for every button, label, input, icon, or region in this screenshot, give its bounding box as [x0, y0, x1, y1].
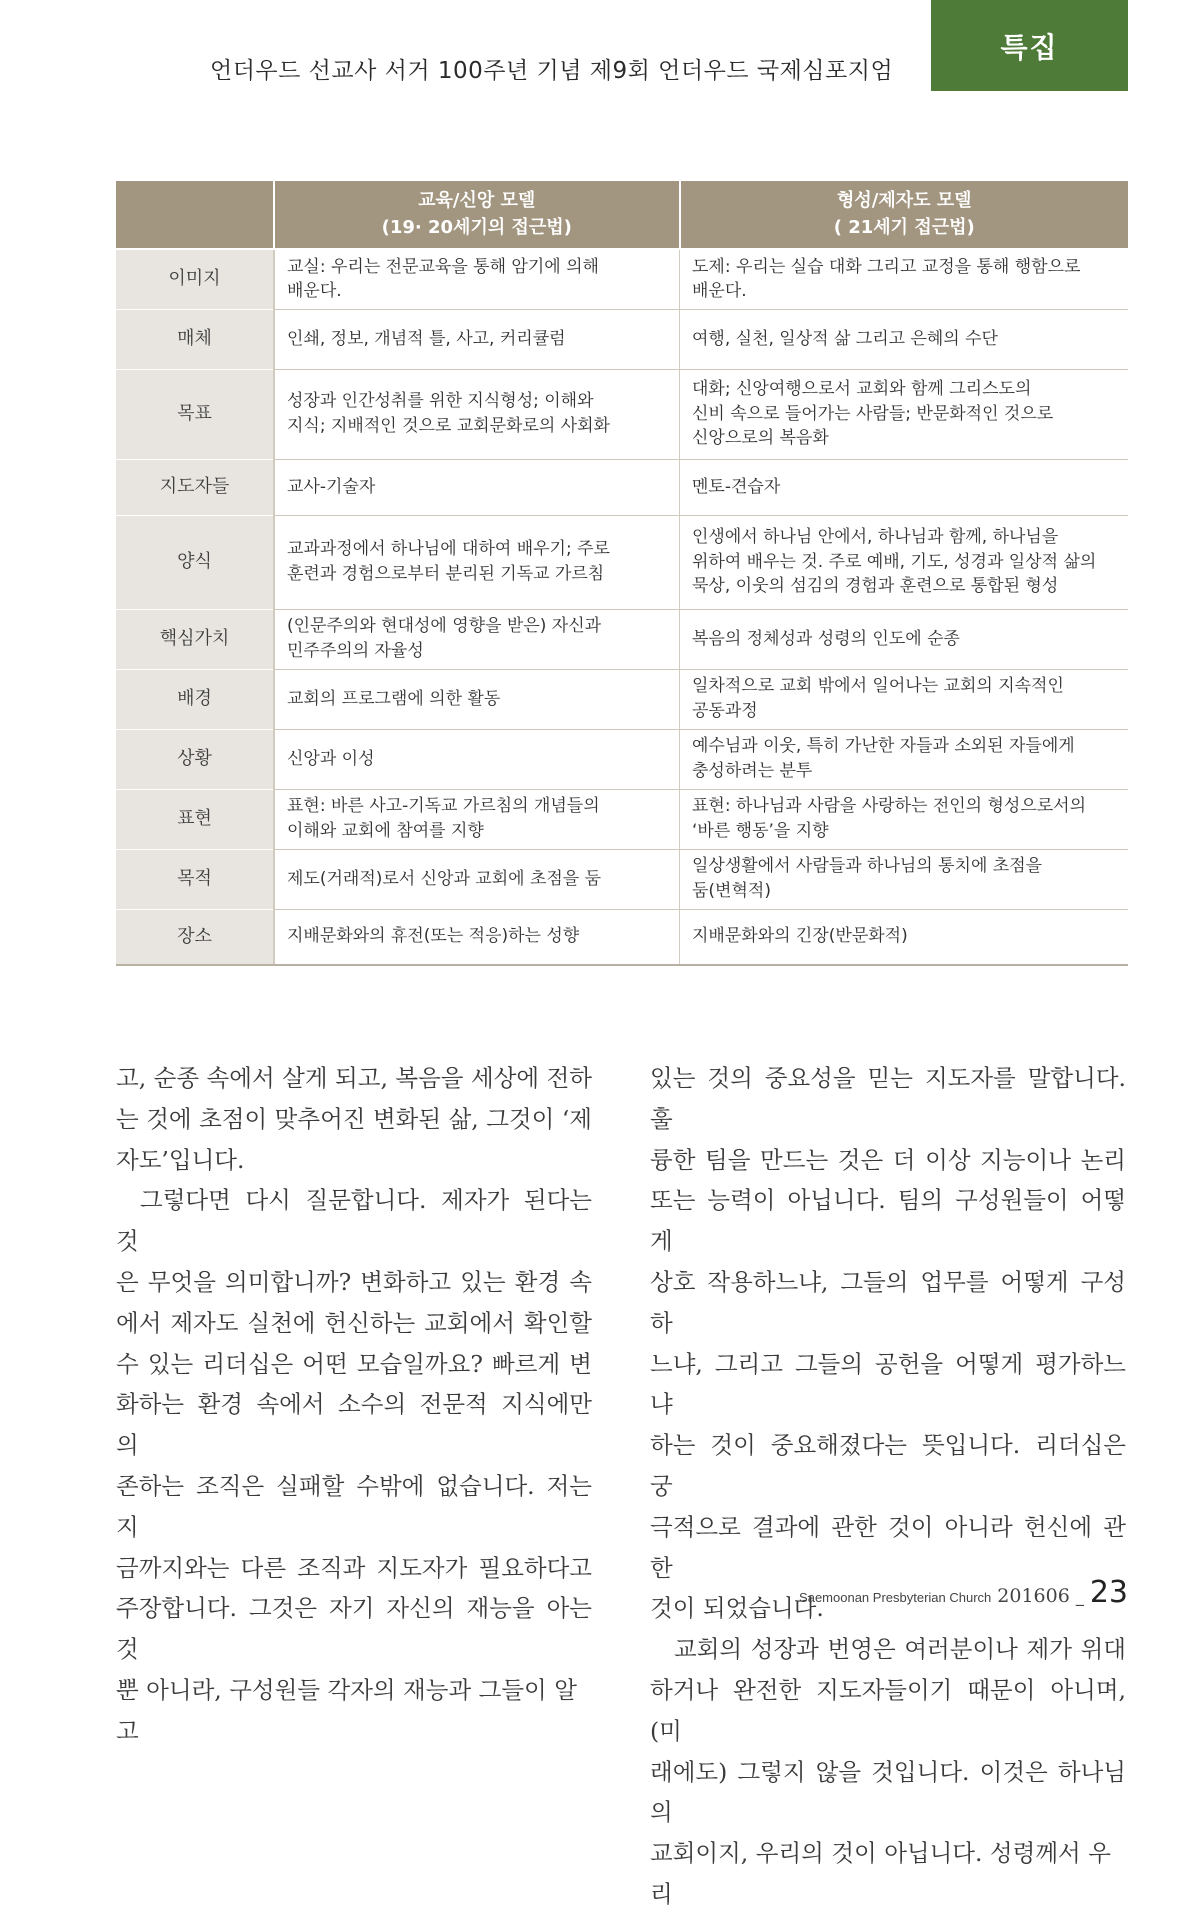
body-text-line: 자도’입니다. [116, 1145, 245, 1174]
row-label: 목표 [116, 369, 274, 459]
cell-formation-model [680, 459, 1129, 515]
cell-line: 복음의 정체성과 성령의 인도에 순종 [692, 628, 960, 649]
cell-line: 교실: 우리는 전문교육을 통해 암기에 의해 [287, 256, 599, 277]
body-column-right [650, 1058, 1126, 1915]
cell-formation-model [680, 849, 1129, 909]
cell-education-model [274, 609, 680, 669]
cell-line: 교회의 프로그램에 의한 활동 [287, 688, 501, 709]
cell-line: 훈련과 경험으로부터 분리된 기독교 가르침 [287, 564, 605, 584]
body-text-line: 교회이지, 우리의 것이 아닙니다. 성령께서 우리 [650, 1839, 1111, 1908]
body-text-line: 은 무엇을 의미합니까? 변화하고 있는 환경 속 [116, 1267, 592, 1296]
cell-formation-model [680, 309, 1129, 369]
body-text-line: 있는 것의 중요성을 믿는 지도자를 말합니다. 훌 [650, 1064, 1126, 1133]
body-text-line: 는 것에 초점이 맞추어진 변화된 삶, 그것이 ‘제 [116, 1104, 592, 1133]
header-col-education [274, 181, 680, 249]
cell-education-model [274, 729, 680, 789]
cell-line: 제도(거래적)로서 신앙과 교회에 초점을 둠 [287, 868, 602, 889]
cell-line: 신앙과 이성 [287, 748, 375, 769]
table-row [116, 459, 1128, 515]
header-col-formation [680, 181, 1129, 249]
row-label: 표현 [116, 789, 274, 849]
header-col-education-line: (19· 20세기의 접근법) [381, 216, 572, 238]
table-row [116, 309, 1128, 369]
running-header-title: 언더우드 선교사 서거 100주년 기념 제9회 언더우드 국제심포지엄 [210, 58, 894, 84]
cell-formation-model [680, 515, 1129, 609]
header-col-formation-line: ( 21세기 접근법) [833, 216, 975, 238]
cell-line: 멘토-견습자 [692, 476, 781, 497]
table-row [116, 789, 1128, 849]
footer-church-name: Saemoonan Presbyterian Church [799, 1590, 992, 1605]
cell-line: 인쇄, 정보, 개념적 틀, 사고, 커리큘럼 [287, 328, 566, 349]
body-text-line: 것이 되었습니다. [650, 1594, 824, 1623]
header-corner-cell [116, 181, 274, 249]
body-text-line: 에서 제자도 실천에 헌신하는 교회에서 확인할 [116, 1308, 592, 1337]
cell-line: 이해와 교회에 참여를 지향 [287, 821, 484, 841]
cell-line: 일상생활에서 사람들과 하나님의 통치에 초점을 [692, 856, 1043, 877]
cell-line: 대화; 신앙여행으로서 교회와 함께 그리스도의 [692, 379, 1032, 400]
body-text-line: 화하는 환경 속에서 소수의 전문적 지식에만 의 [116, 1390, 592, 1460]
cell-line: (인문주의와 현대성에 영향을 받은) 자신과 [287, 616, 602, 637]
body-text-line: 하는 것이 중요해졌다는 뜻입니다. 리더십은 궁 [650, 1431, 1126, 1500]
cell-education-model [274, 309, 680, 369]
body-column-left [116, 1058, 592, 1752]
page-number: 23 [1089, 1575, 1128, 1610]
cell-education-model [274, 849, 680, 909]
section-tab: 특집 [931, 0, 1128, 91]
cell-education-model [274, 789, 680, 849]
page-footer [799, 1575, 1128, 1610]
table-row [116, 249, 1128, 309]
table-body [116, 249, 1128, 965]
body-text-line: 그렇다면 다시 질문합니다. 제자가 된다는 것 [116, 1186, 592, 1256]
body-text-line: 고, 순종 속에서 살게 되고, 복음을 세상에 전하 [116, 1064, 592, 1092]
cell-education-model [274, 459, 680, 515]
row-label: 매체 [116, 309, 274, 369]
cell-formation-model [680, 369, 1129, 459]
cell-line: 지배문화와의 긴장(반문화적) [692, 926, 908, 947]
cell-education-model [274, 515, 680, 609]
row-label: 장소 [116, 909, 274, 965]
cell-formation-model [680, 249, 1129, 309]
body-text-line: 래에도) 그렇지 않을 것입니다. 이것은 하나님의 [650, 1757, 1126, 1827]
table-row [116, 515, 1128, 609]
cell-line: 예수님과 이웃, 특히 가난한 자들과 소외된 자들에게 [692, 736, 1075, 757]
body-text-line: 극적으로 결과에 관한 것이 아니라 헌신에 관한 [650, 1512, 1126, 1582]
header-col-formation-line: 형성/제자도 모델 [836, 190, 972, 212]
cell-line: 신비 속으로 들어가는 사람들; 반문화적인 것으로 [692, 403, 1054, 424]
row-label: 핵심가치 [116, 609, 274, 669]
cell-line: 일차적으로 교회 밖에서 일어나는 교회의 지속적인 [692, 676, 1064, 697]
table-row [116, 909, 1128, 965]
cell-line: 교과과정에서 하나님에 대하여 배우기; 주로 [287, 539, 610, 560]
cell-line: 교사-기술자 [287, 476, 376, 497]
cell-line: 인생에서 하나님 안에서, 하나님과 함께, 하나님을 [692, 527, 1059, 548]
cell-line: 여행, 실천, 일상적 삶 그리고 은혜의 수단 [692, 328, 998, 349]
cell-formation-model [680, 789, 1129, 849]
row-label: 양식 [116, 515, 274, 609]
cell-line: 신앙으로의 복음화 [692, 428, 829, 449]
cell-line: 배운다. [287, 281, 342, 302]
body-text-line: 뿐 아니라, 구성원들 각자의 재능과 그들이 알고 [116, 1675, 577, 1745]
body-text-line: 금까지와는 다른 조직과 지도자가 필요하다고 [116, 1553, 592, 1582]
footer-issue: 201606 [997, 1585, 1070, 1607]
table-header-row [116, 181, 1128, 249]
cell-line: ‘바른 행동’을 지향 [692, 821, 829, 841]
header-col-education-line: 교육/신앙 모델 [418, 190, 536, 212]
cell-line: 지배문화와의 휴전(또는 적응)하는 성향 [287, 926, 580, 947]
cell-line: 도제: 우리는 실습 대화 그리고 교정을 통해 행함으로 [692, 256, 1081, 277]
cell-line: 묵상, 이웃의 섬김의 경험과 훈련으로 통합된 형성 [692, 576, 1059, 597]
table-row [116, 369, 1128, 459]
body-text-line: 상호 작용하느냐, 그들의 업무를 어떻게 구성하 [650, 1267, 1126, 1337]
cell-line: 표현: 바른 사고-기독교 가르침의 개념들의 [287, 796, 600, 817]
cell-education-model [274, 909, 680, 965]
body-text-line: 주장합니다. 그것은 자기 자신의 재능을 아는 것 [116, 1594, 592, 1664]
cell-formation-model [680, 609, 1129, 669]
row-label: 배경 [116, 669, 274, 729]
cell-formation-model [680, 729, 1129, 789]
cell-line: 민주주의의 자율성 [287, 641, 424, 661]
row-label: 목적 [116, 849, 274, 909]
table-row [116, 849, 1128, 909]
cell-line: 둠(변혁적) [692, 881, 771, 901]
body-text-line: 하거나 완전한 지도자들이기 때문이 아니며, (미 [650, 1675, 1126, 1745]
cell-education-model [274, 369, 680, 459]
table-row [116, 609, 1128, 669]
row-label: 이미지 [116, 249, 274, 309]
row-label: 지도자들 [116, 459, 274, 515]
cell-line: 성장과 인간성취를 위한 지식형성; 이해와 [287, 391, 594, 412]
comparison-table [116, 181, 1128, 966]
cell-line: 표현: 하나님과 사람을 사랑하는 전인의 형성으로서의 [692, 796, 1087, 817]
row-label: 상황 [116, 729, 274, 789]
table-row [116, 669, 1128, 729]
cell-line: 위하여 배우는 것. 주로 예배, 기도, 성경과 일상적 삶의 [692, 551, 1097, 572]
body-text-line: 또는 능력이 아닙니다. 팀의 구성원들이 어떻게 [650, 1186, 1126, 1256]
cell-line: 공동과정 [692, 701, 758, 721]
body-text-line: 존하는 조직은 실패할 수밖에 없습니다. 저는 지 [116, 1471, 592, 1541]
body-text-line: 느냐, 그리고 그들의 공헌을 어떻게 평가하느냐 [650, 1349, 1126, 1419]
cell-line: 충성하려는 분투 [692, 761, 813, 781]
body-text-line: 륭한 팀을 만드는 것은 더 이상 지능이나 논리 [650, 1145, 1126, 1174]
cell-education-model [274, 669, 680, 729]
footer-separator: _ [1075, 1587, 1084, 1606]
cell-education-model [274, 249, 680, 309]
body-text-line: 수 있는 리더십은 어떤 모습일까요? 빠르게 변 [116, 1349, 592, 1378]
table-row [116, 729, 1128, 789]
cell-line: 배운다. [692, 281, 747, 302]
cell-formation-model [680, 669, 1129, 729]
body-text-line: 교회의 성장과 번영은 여러분이나 제가 위대 [674, 1635, 1126, 1664]
cell-formation-model [680, 909, 1129, 965]
cell-line: 지식; 지배적인 것으로 교회문화로의 사회화 [287, 416, 610, 436]
